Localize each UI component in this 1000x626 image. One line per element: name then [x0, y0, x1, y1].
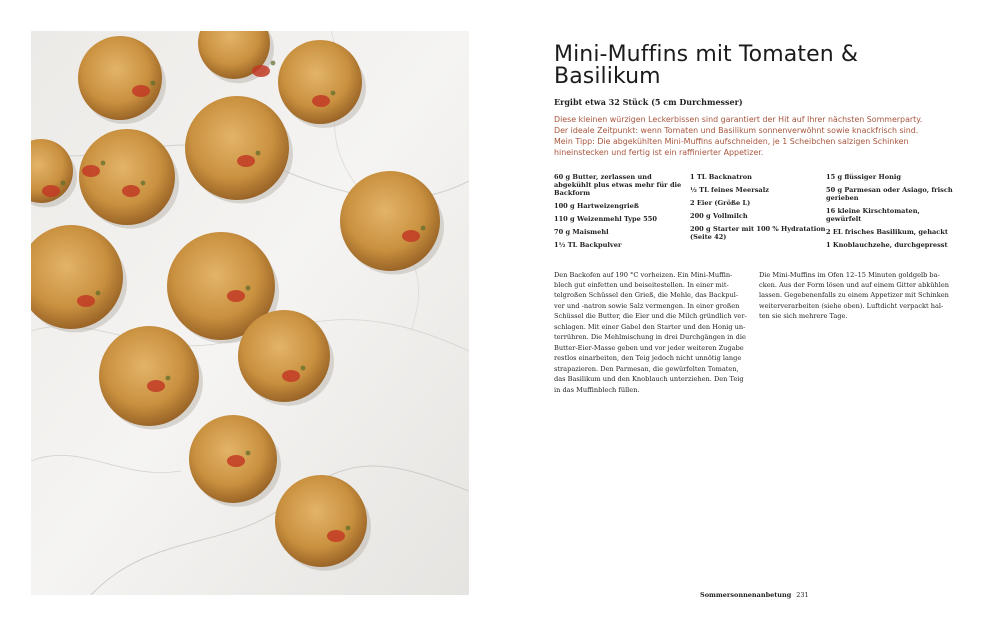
- recipe-intro: [554, 115, 954, 159]
- method-line: terrühren. Die Mehlmischung in drei Durchgängen in die: [554, 333, 746, 342]
- ingredient-item: 16 kleine Kirschtomaten, gewürfelt: [826, 207, 920, 223]
- method-line: Die Mini-Muffins im Ofen 12–15 Minuten goldgelb ba-: [759, 270, 940, 279]
- method-line: Butter-Eier-Masse geben und vor jeder weiteren Zugabe: [554, 343, 744, 352]
- ingredient-item: ½ TL feines Meersalz: [690, 185, 769, 194]
- method-line: lassen. Gegebenenfalls zu einem Appetizer mit Schinken: [759, 291, 949, 300]
- ingredient-item: 100 g Hartweizengrieß: [554, 201, 639, 210]
- page-number: 231: [796, 591, 809, 599]
- method-line: blech gut einfetten und beiseitestellen. In einer mit-: [554, 281, 729, 290]
- method-line: schlagen. Mit einer Gabel den Starter und den Honig un-: [554, 322, 746, 331]
- recipe-title-line1: Mini-Muffins mit Tomaten &: [554, 42, 859, 67]
- method-line: cken. Aus der Form lösen und auf einem Gitter abkühlen: [759, 281, 950, 290]
- ingredient-item: 2 EL frisches Basilikum, gehackt: [826, 228, 948, 237]
- ingredient-item: 1 TL Backnatron: [690, 172, 752, 181]
- ingredient-item: 1½ TL Backpulver: [554, 241, 622, 250]
- ingredient-item: 200 g Vollmilch: [690, 212, 748, 221]
- chapter-name: Sommersonnenanbetung: [700, 591, 792, 599]
- method-line: Schüssel die Butter, die Eier und die Milch gründlich ver-: [554, 312, 747, 321]
- method-section: [554, 270, 954, 395]
- method-line: weiterverarbeiten (siehe oben). Luftdicht verpackt hal-: [759, 301, 944, 310]
- method-line: restlos einarbeiten, den Teig jedoch nicht unnötig lange: [554, 354, 742, 363]
- recipe-yield: Ergibt etwa 32 Stück (5 cm Durchmesser): [554, 97, 743, 107]
- recipe-page: [554, 44, 954, 395]
- ingredient-item: 2 Eier (Größe L): [690, 199, 751, 207]
- ingredient-item: 1 Knoblauchzehe, durchgepresst: [826, 241, 948, 250]
- method-column-2: [759, 270, 954, 395]
- ingredient-column-2: [690, 173, 826, 255]
- method-line: das Basilikum und den Knoblauch unterziehen. Den Teig: [554, 375, 744, 384]
- method-line: ten sie sich mehrere Tage.: [759, 312, 848, 321]
- ingredient-list: [554, 173, 954, 255]
- method-line: in das Muffinblech füllen.: [554, 385, 640, 394]
- recipe-title-line2: Basilikum: [554, 64, 661, 89]
- method-line: strapazieren. Den Parmesan, die gewürfelten Tomaten,: [554, 364, 739, 373]
- ingredient-item: 200 g Starter mit 100 % Hydratation (Seite 42): [690, 225, 826, 242]
- intro-line: Der ideale Zeitpunkt: wenn Tomaten und Basilikum sonnenverwöhnt sowie knackfrisch sind.: [554, 125, 919, 135]
- intro-line: Diese kleinen würzigen Leckerbissen sind garantiert der Hit auf Ihrer nächsten Sommerparty.: [554, 115, 923, 124]
- intro-line: Mein Tipp: Die abgekühlten Mini-Muffins aufschneiden, je 1 Scheibchen salzigen Schinken: [554, 136, 909, 146]
- page-footer: [700, 591, 809, 599]
- ingredient-item: 15 g flüssiger Honig: [826, 172, 902, 181]
- ingredient-item: 50 g Parmesan oder Asiago, frisch gerieben: [826, 185, 953, 202]
- ingredient-column-3: [826, 173, 954, 255]
- method-column-1: [554, 270, 749, 395]
- recipe-title: [554, 44, 954, 88]
- method-line: telgroßen Schüssel den Grieß, die Mehle, das Backpul-: [554, 291, 739, 300]
- intro-line: hineinstecken und fertig ist ein raffinierter Appetizer.: [554, 147, 764, 157]
- method-line: Den Backofen auf 190 °C vorheizen. Ein Mini-Muffin-: [554, 270, 733, 279]
- ingredient-item: 60 g Butter, zerlassen und abgekühlt plus etwas mehr für die Backform: [554, 172, 682, 197]
- ingredient-item: 70 g Maismehl: [554, 228, 609, 237]
- ingredient-column-1: [554, 173, 690, 255]
- method-line: ver und -natron sowie Salz vermengen. In einer großen: [554, 301, 740, 310]
- ingredient-item: 110 g Weizenmehl Type 550: [554, 215, 657, 223]
- muffins-photo: [31, 31, 469, 595]
